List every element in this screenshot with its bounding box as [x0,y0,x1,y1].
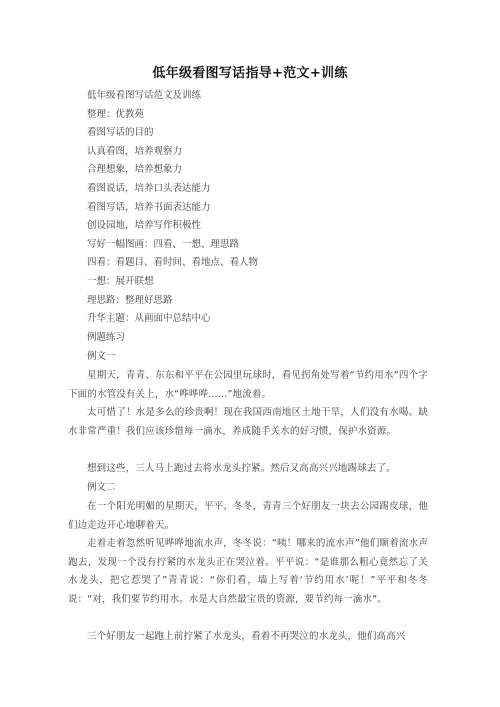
example2-paragraph: 三个好朋友一起跑上前拧紧了水龙头，看着不再哭泣的水龙头，他们高高兴 [87,631,406,642]
outline-line: 整理：优教苑 [87,108,145,120]
page-title: 低年级看图写话指导+范文+训练 [152,66,348,81]
outline-line: 四看：看题目、看时间、看地点、看人物 [87,257,259,269]
example1-paragraph: 星期天，青青、东东和平平在公园里玩球时，看见拐角处写着“节约用水”四个字下面的水管没有关上，水“哗哗哗……”地流着。 [68,370,428,400]
outline-line: 理思路：整理好思路 [87,294,173,306]
outline-line: 低年级看图写话范文及训练 [87,90,202,101]
example2-label: 例文二 [87,482,116,493]
outline-line: 写好一幅图画：四看、一想、理思路 [87,238,240,250]
outline-line: 认真看图，培养观察力 [87,145,183,157]
example1-paragraph: 想到这些，三人马上跑过去将水龙头拧紧。然后又高高兴兴地踢球去了。 [87,463,396,474]
outline-line: 看图写话，培养书面表达能力 [87,201,211,213]
outline-line: 例题练习 [87,331,126,343]
outline-line: 升华主题：从画面中总结中心 [87,313,211,325]
outline-list [87,87,427,347]
outline-line: 创设园地，培养写作积极性 [87,220,202,232]
example1-label: 例文一 [87,351,116,362]
example2-paragraph: 在一个阳光明媚的星期天，平平、冬冬，青青三个好朋友一块去公园踢皮球，他们边走边开心地聊着天。 [68,501,428,531]
example2-paragraph: 走着走着忽然听见哗哗地流水声，冬冬说：“咦！哪来的流水声”他们顺着流水声跑去，发现一个没有拧紧的水龙头正在哭泣着。平平说：“是谁那么粗心竟然忘了关水龙头，把它惹哭了”青青说：“你们看，墙上写着‘节约用水’呢！”平平和冬冬说：“对，我们要节约用水。水是大自然最宝贵的资源，要节约每一滴水”。 [68,538,428,605]
example1-paragraph: 太可惜了！水是多么的珍贵啊！现在我国西南地区土地干旱，人们没有水喝。缺水非常严重！我们应该珍惜每一滴水，养成随手关水的好习惯，保护水资源。 [68,407,428,437]
outline-line: 看图写话的目的 [87,127,154,139]
outline-line: 看图说话，培养口头表达能力 [87,182,211,194]
outline-line: 一想：展开联想 [87,275,154,287]
outline-line: 合理想象，培养想象力 [87,164,183,176]
